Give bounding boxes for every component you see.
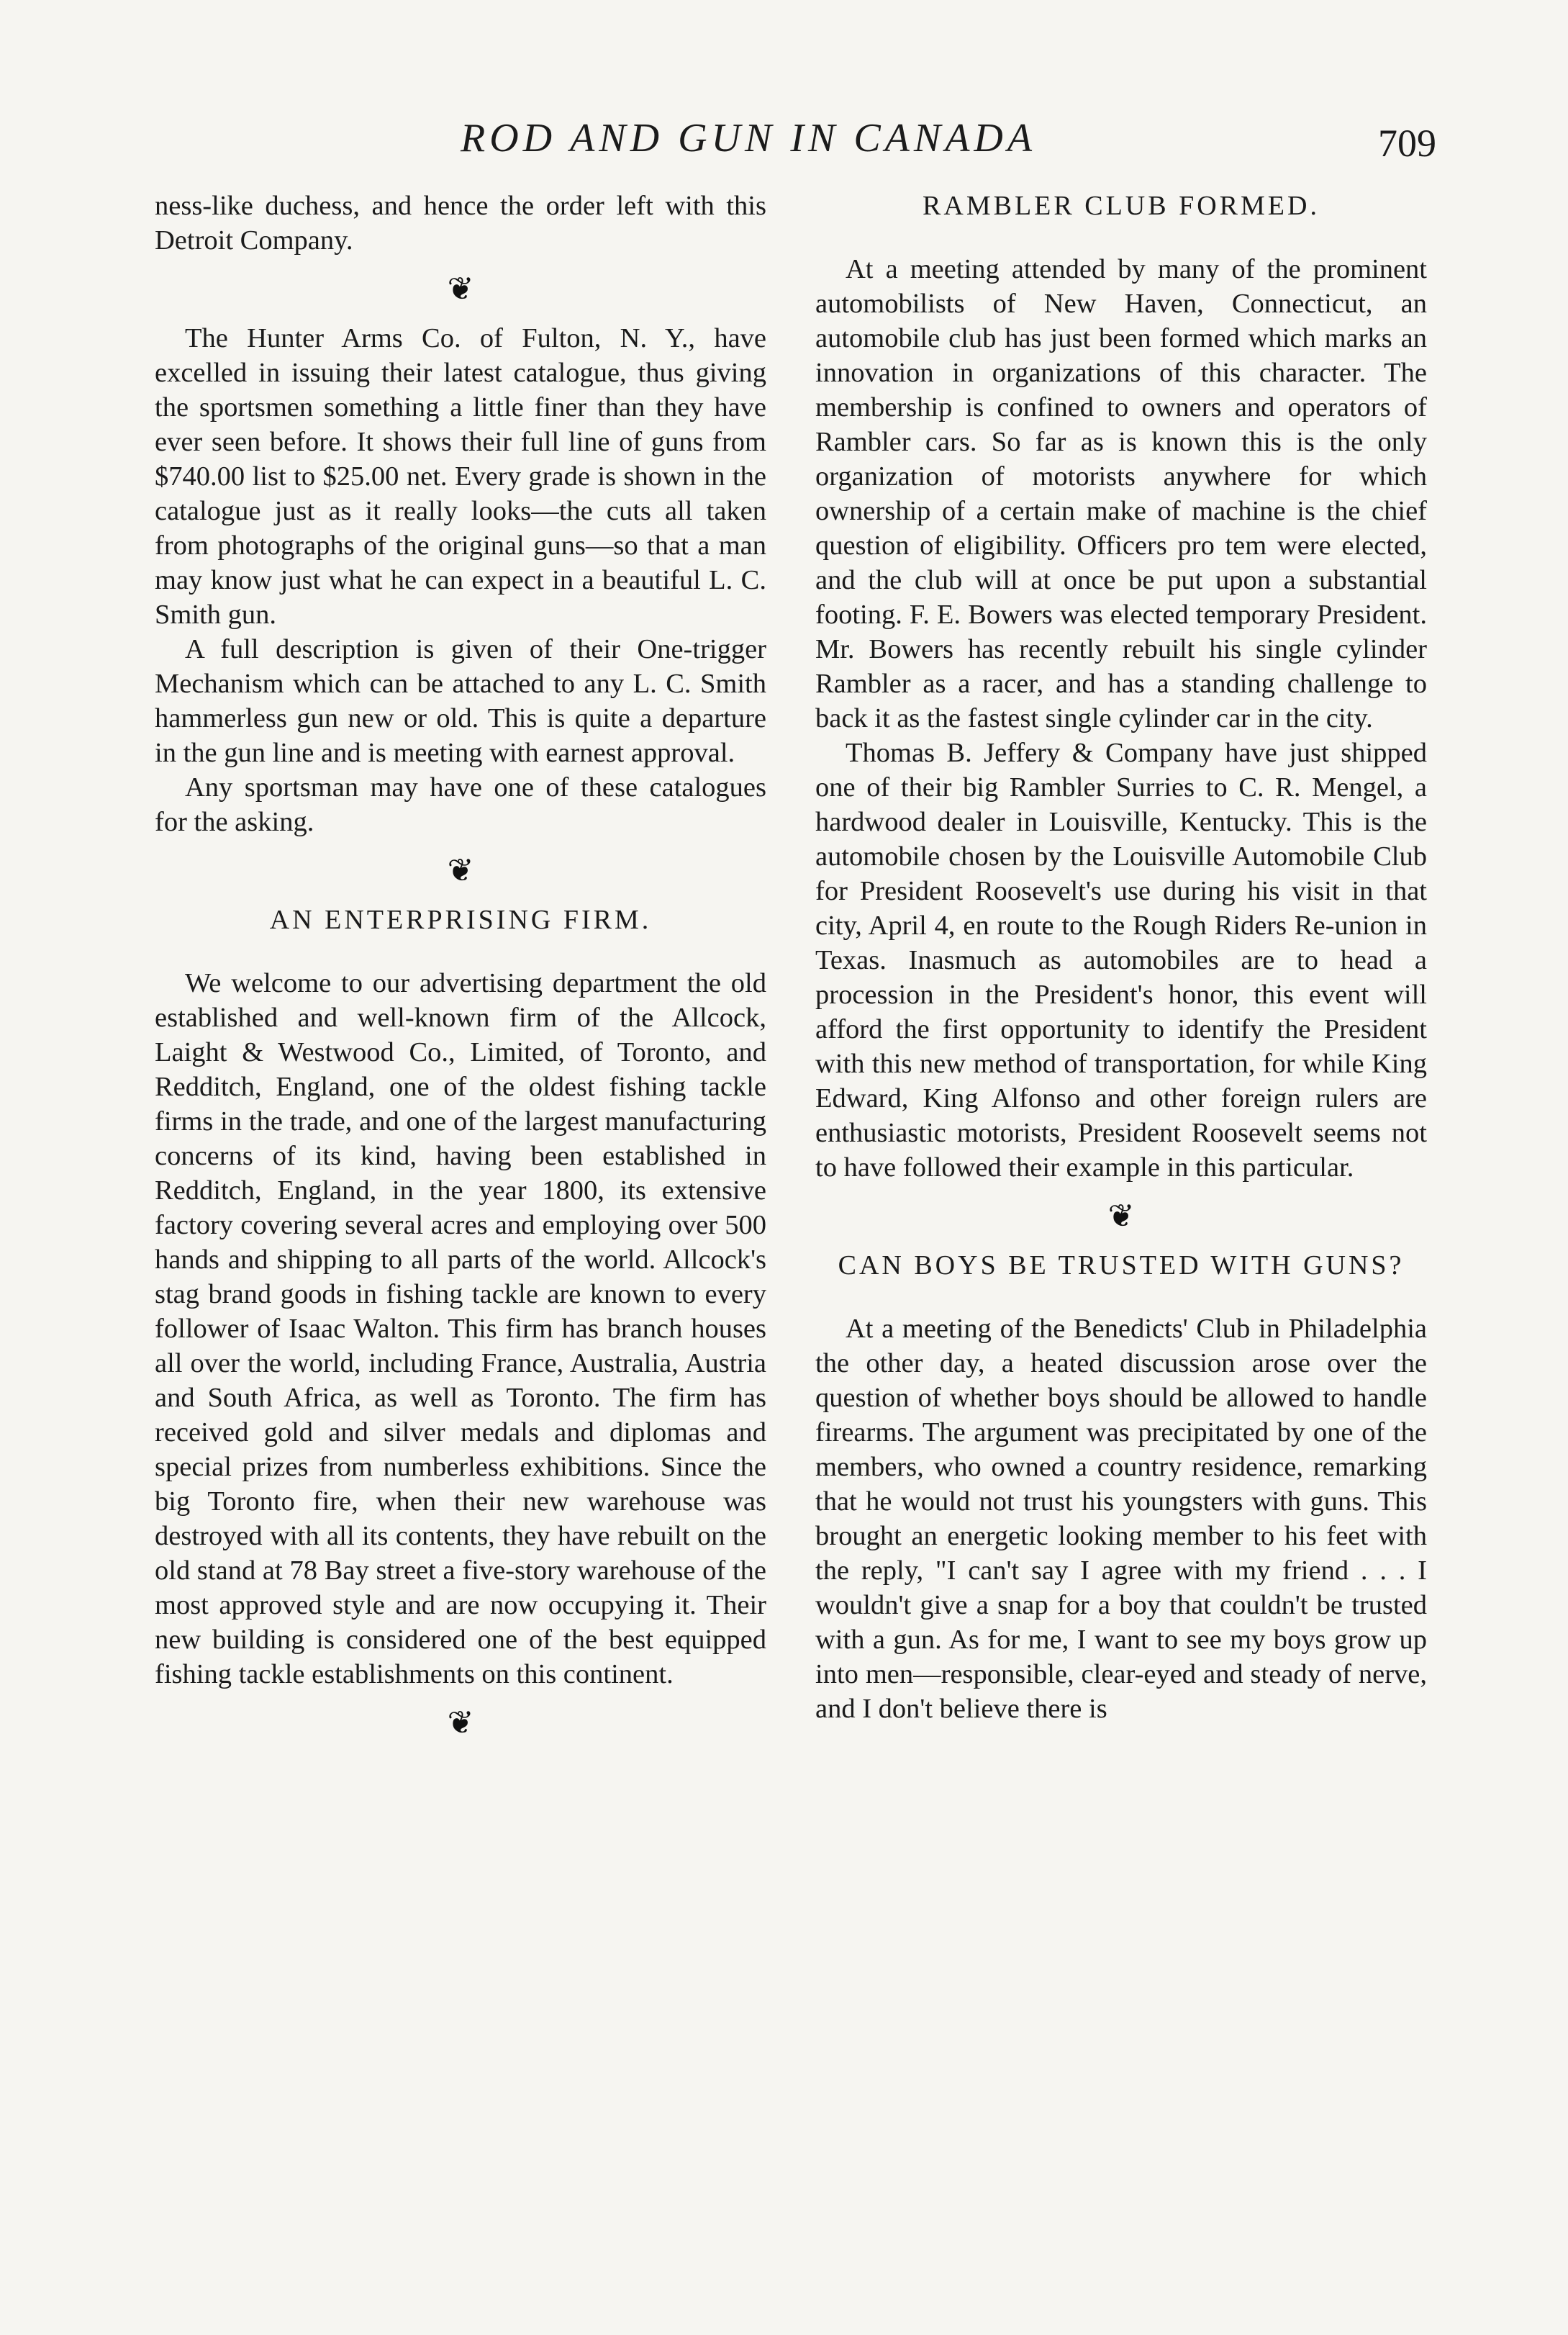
paragraph-duchess-continuation: ness-like duchess, and hence the order left with this Detroit Company. [155,191,766,256]
paragraph-hunter-arms: The Hunter Arms Co. of Fulton, N. Y., have excelled in issuing their latest catalogue, thus giving the sportsmen something a little finer than they have ever seen before. It shows their full line of guns from $740.00 list to $25.00 net. Every grade is shown in the catalogue just as it really looks—the cuts all taken from photographs of the original guns—so that a man may know just what he can expect in a beautiful L. C. Smith gun. [155,323,766,630]
right-column [815,189,1427,1726]
heading-enterprising-firm: AN ENTERPRISING FIRM. [269,905,652,935]
paragraph-allcock-firm: We welcome to our advertising department the old established and well-known firm of the Allcock, Laight & Westwood Co., Limited, of Toronto, and Redditch, England, one of the oldest fishing tackle firms in the trade, and one of the largest manufacturing concerns of its kind, having been established in Redditch, England, in the year 1800, its extensive factory covering several acres and employing over 500 hands and shipping to all parts of the world. Allcock's stag brand goods in fishing tackle are known to every follower of Isaac Walton. This firm has branch houses all over the world, including France, Australia, Austria and South Africa, as well as Toronto. The firm has received gold and silver medals and diplomas and special prizes from numberless exhibitions. Since the big Toronto fire, when their new warehouse was destroyed with all its contents, they have rebuilt on the old stand at 78 Bay street a five-story warehouse of the most approved style and are now occupying it. Their new building is considered one of the best equipped fishing tackle establishments on this continent. [155,968,766,1689]
ornament-divider: ❦ [447,271,474,307]
left-column [155,189,766,1739]
heading-boys-guns: CAN BOYS BE TRUSTED WITH GUNS? [838,1250,1405,1281]
page-number: 709 [1378,122,1436,165]
ornament-divider: ❦ [447,1705,474,1740]
paragraph-catalogues: Any sportsman may have one of these catalogues for the asking. [155,772,766,837]
heading-rambler-club: RAMBLER CLUB FORMED. [923,191,1320,221]
ornament-divider: ❦ [447,853,474,888]
ornament-divider: ❦ [1107,1198,1135,1234]
paragraph-benedicts-club: At a meeting of the Benedicts' Club in Philadelphia the other day, a heated discussion arose over the question of whether boys should be allowed to handle firearms. The argument was precipitated by one of the members, who owned a country residence, remarking that he would not trust his youngsters with guns. This brought an energetic looking member to his feet with the reply, "I can't say I agree with my friend . . . I wouldn't give a snap for a boy that couldn't be trusted with a gun. As for me, I want to see my boys grow up into men—responsible, clear-eyed and steady of nerve, and I don't believe there is [815,1314,1427,1724]
paragraph-one-trigger: A full description is given of their One-trigger Mechanism which can be attached to any L. C. Smith hammerless gun new or old. This is quite a departure in the gun line and is meeting with earnest approval. [155,634,766,768]
paragraph-jeffery-company: Thomas B. Jeffery & Company have just shipped one of their big Rambler Surries to C. R. Mengel, a hardwood dealer in Louisville, Kentucky. This is the automobile chosen by the Louisville Automobile Club for President Roosevelt's use during his visit in that city, April 4, en route to the Rough Riders Re-union in Texas. Inasmuch as automobiles are to head a procession in the President's honor, this event will afford the first opportunity to identify the President with this new method of transportation, for while King Edward, King Alfonso and other foreign rulers are enthusiastic motorists, President Roosevelt seems not to have followed their example in this particular. [815,738,1427,1183]
paragraph-rambler-club: At a meeting attended by many of the prominent automobilists of New Haven, Connecticut, an automobile club has just been formed which marks an innovation in organizations of this character. The membership is confined to owners and operators of Rambler cars. So far as is known this is the only organization of motorists anywhere for which ownership of a certain make of machine is the chief question of eligibility. Officers pro tem were elected, and the club will at once be put upon a substantial footing. F. E. Bowers was elected temporary President. Mr. Bowers has recently rebuilt his single cylinder Rambler as a racer, and has a standing challenge to back it as the fastest single cylinder car in the city. [815,254,1427,733]
running-title: ROD AND GUN IN CANADA [461,116,1037,161]
